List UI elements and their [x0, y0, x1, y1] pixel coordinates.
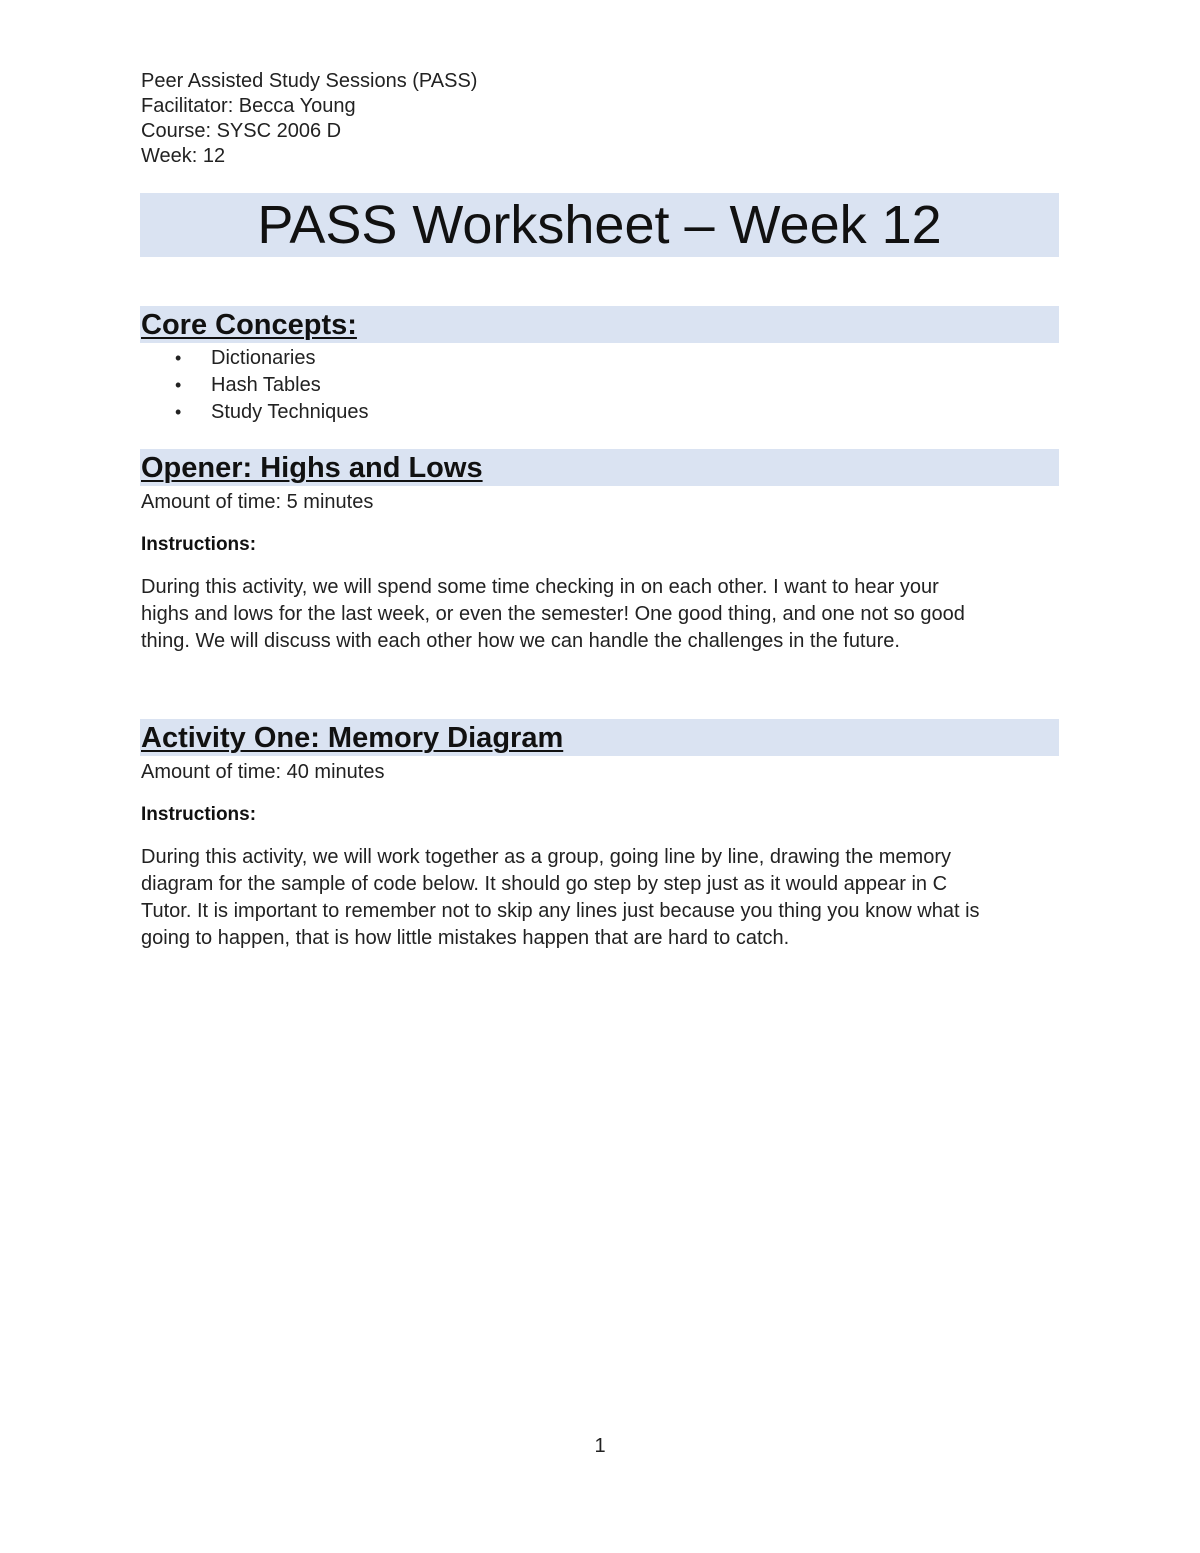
- title-band: [140, 193, 1059, 257]
- bullet-icon: •: [175, 375, 182, 395]
- paragraph-line: Tutor. It is important to remember not to skip any lines just because you thing you know what is: [141, 900, 980, 922]
- page-number: 1: [594, 1435, 606, 1457]
- list-item-label: Dictionaries: [211, 347, 316, 369]
- opener-instructions-label: Instructions:: [141, 534, 257, 555]
- activity-one-band: [140, 719, 1059, 756]
- paragraph-line: going to happen, that is how little mistakes happen that are hard to catch.: [141, 927, 790, 949]
- list-item-label: Study Techniques: [211, 401, 369, 423]
- bullet-icon: •: [175, 402, 182, 422]
- facilitator-line: Facilitator: Becca Young: [141, 95, 356, 117]
- list-item: [175, 399, 369, 426]
- core-concepts-list: [175, 345, 369, 426]
- list-item: [175, 372, 369, 399]
- opener-time: Amount of time: 5 minutes: [141, 491, 374, 513]
- activity-one-heading: Activity One: Memory Diagram: [141, 722, 564, 754]
- paragraph-line: thing. We will discuss with each other how we can handle the challenges in the future.: [141, 630, 900, 652]
- paragraph-line: During this activity, we will spend some time checking in on each other. I want to hear your: [141, 576, 939, 598]
- document-header: [141, 69, 477, 169]
- paragraph-line: diagram for the sample of code below. It should go step by step just as it would appear in C: [141, 873, 948, 895]
- bullet-icon: •: [175, 348, 182, 368]
- core-concepts-band: [140, 306, 1059, 343]
- list-item-label: Hash Tables: [211, 374, 321, 396]
- week-line: Week: 12: [141, 145, 226, 167]
- list-item: [175, 345, 369, 372]
- course-line: Course: SYSC 2006 D: [141, 120, 342, 142]
- paragraph-line: highs and lows for the last week, or even the semester! One good thing, and one not so good: [141, 603, 965, 625]
- program-name: Peer Assisted Study Sessions (PASS): [141, 70, 478, 92]
- activity-one-instructions-text: [141, 844, 1056, 952]
- opener-instructions-text: [141, 574, 1056, 655]
- opener-band: [140, 449, 1059, 486]
- paragraph-line: During this activity, we will work together as a group, going line by line, drawing the memory: [141, 846, 951, 868]
- worksheet-title: PASS Worksheet – Week 12: [257, 195, 942, 255]
- core-concepts-heading: Core Concepts:: [141, 309, 357, 341]
- activity-one-instructions-label: Instructions:: [141, 804, 257, 825]
- activity-one-time: Amount of time: 40 minutes: [141, 761, 385, 783]
- opener-heading: Opener: Highs and Lows: [141, 452, 483, 484]
